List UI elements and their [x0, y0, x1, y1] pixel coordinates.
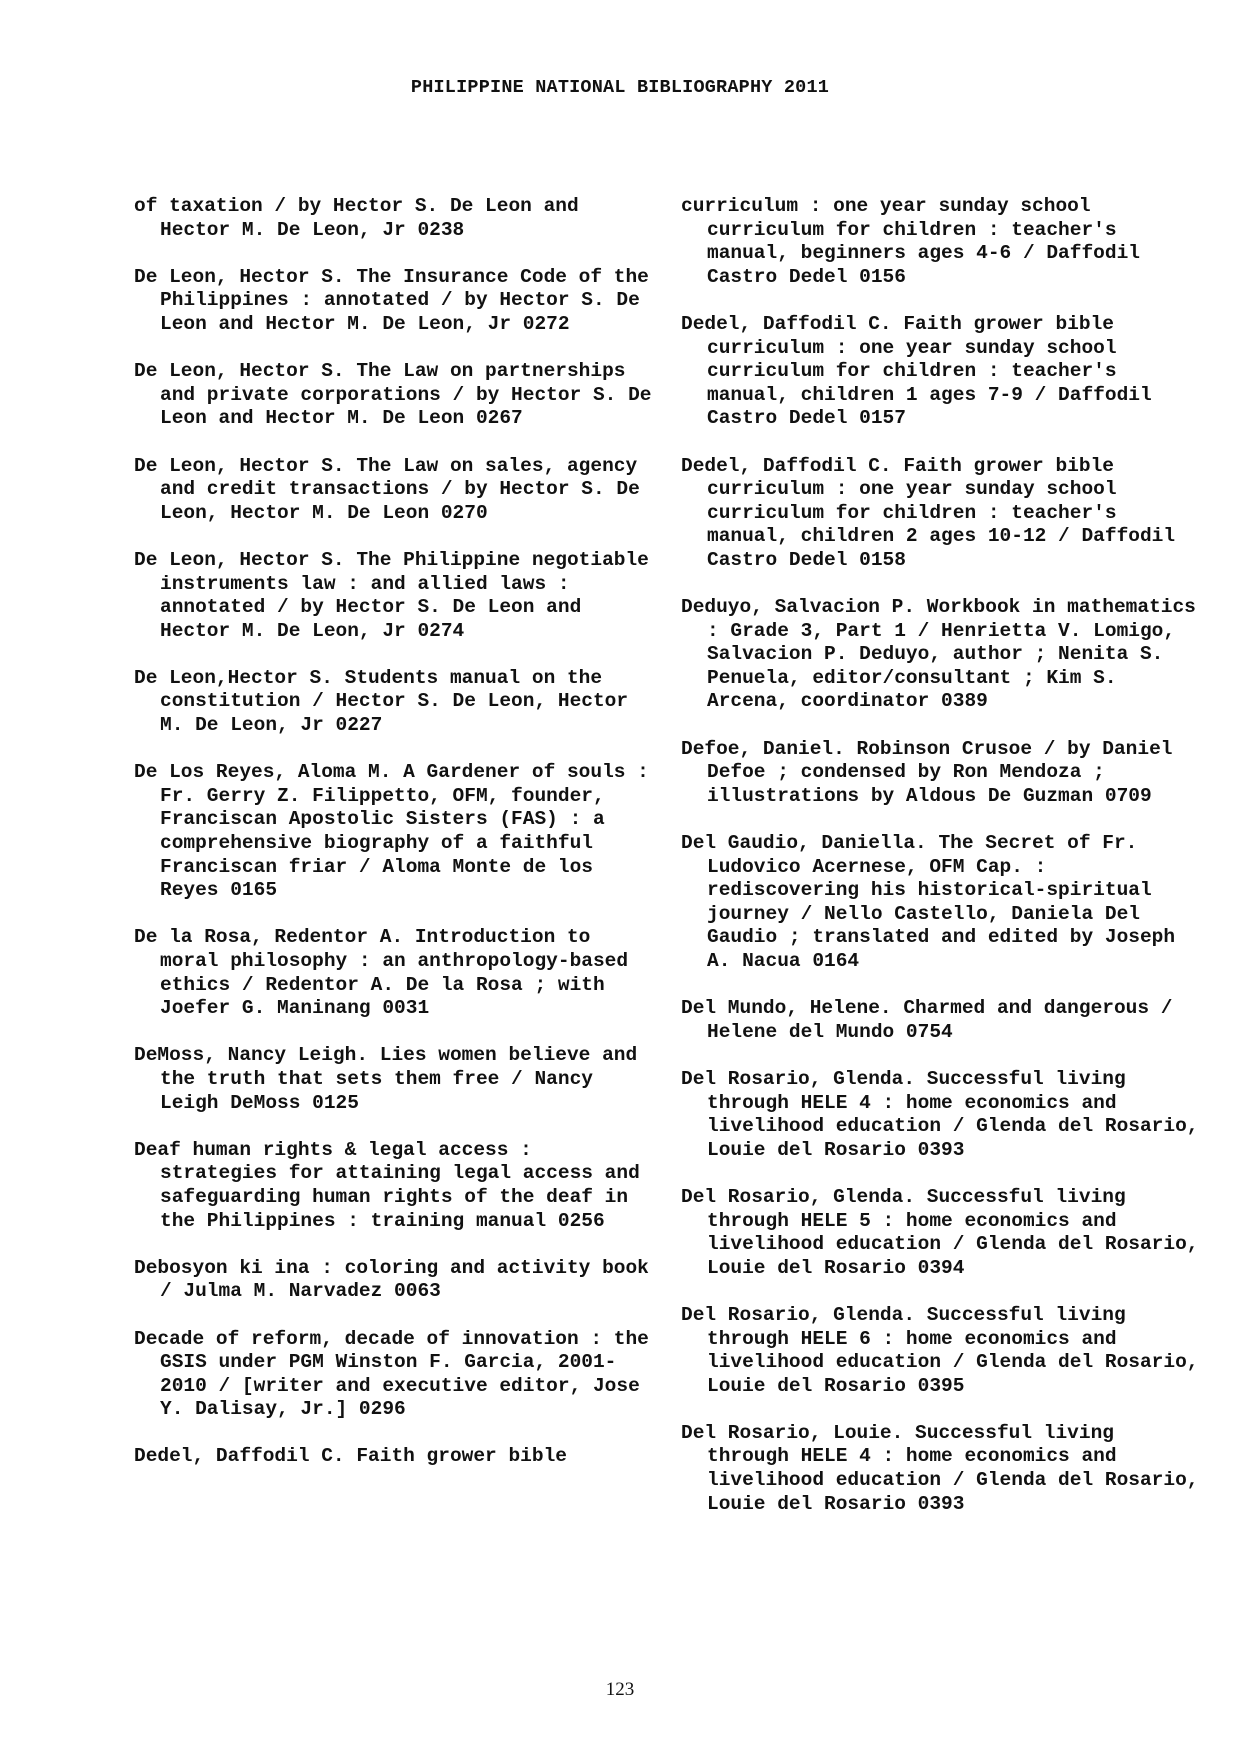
- bibliography-entry: De Leon, Hector S. The Insurance Code of the Philippines : annotated / by Hector S. De Leon and Hector M. De Leon, Jr 0272: [134, 265, 661, 335]
- bibliography-entry: curriculum : one year sunday school curriculum for children : teacher's manual, beginners ages 4-6 / Daffodil Castro Dedel 0156: [681, 195, 1152, 288]
- bibliography-entry: De la Rosa, Redentor A. Introduction to moral philosophy : an anthropology-based ethics / Redentor A. De la Rosa ; with Joefer G. Maninang 0031: [134, 926, 640, 1020]
- bibliography-entry: Decade of reform, decade of innovation : the GSIS under PGM Winston F. Garcia, 2001-2010 / [writer and executive editor, Jose Y. Dalisay, Jr.] 0296: [134, 1327, 661, 1421]
- bibliography-entry: Del Gaudio, Daniella. The Secret of Fr. Ludovico Acernese, OFM Cap. : rediscovering his historical-spiritual journey / Nello Castello, Daniela Del Gaudio ; translated and edited by Joseph A. Nacua 0164: [681, 832, 1187, 972]
- bibliography-entry: Deduyo, Salvacion P. Workbook in mathematics : Grade 3, Part 1 / Henrietta V. Lomigo, Salvacion P. Deduyo, author ; Nenita S. Penuela, editor/consultant ; Kim S. Arcena, coordinator 0389: [681, 596, 1208, 713]
- bibliography-entry: De Leon, Hector S. The Law on partnerships and private corporations / by Hector S. De Leon and Hector M. De Leon 0267: [134, 360, 664, 430]
- bibliography-entry: De Leon, Hector S. The Philippine negotiable instruments law : and allied laws : annotated / by Hector S. De Leon and Hector M. De Leon, Jr 0274: [134, 548, 661, 642]
- bibliography-entry: Dedel, Daffodil C. Faith grower bible: [134, 1445, 567, 1468]
- bibliography-entry: Debosyon ki ina : coloring and activity book / Julma M. Narvadez 0063: [134, 1256, 661, 1303]
- bibliography-entry: of taxation / by Hector S. De Leon and Hector M. De Leon, Jr 0238: [134, 195, 591, 241]
- bibliography-entry: Dedel, Daffodil C. Faith grower bible curriculum : one year sunday school curriculum for children : teacher's manual, children 2 ages 10-12 / Daffodil Castro Dedel 0158: [681, 454, 1187, 571]
- bibliography-entry: Del Rosario, Louie. Successful living through HELE 4 : home economics and livelihood education / Glenda del Rosario, Louie del Rosario 0393: [681, 1421, 1211, 1515]
- bibliography-entry: Del Rosario, Glenda. Successful living through HELE 6 : home economics and livelihood education / Glenda del Rosario, Louie del Rosario 0395: [681, 1303, 1211, 1397]
- page-number: 123: [605, 1679, 635, 1700]
- bibliography-entry: Del Rosario, Glenda. Successful living through HELE 4 : home economics and livelihood education / Glenda del Rosario, Louie del Rosario 0393: [681, 1067, 1211, 1161]
- bibliography-entry: DeMoss, Nancy Leigh. Lies women believe and the truth that sets them free / Nancy Leigh DeMoss 0125: [134, 1044, 649, 1114]
- bibliography-column-left: [134, 195, 664, 1493]
- page-header: PHILIPPINE NATIONAL BIBLIOGRAPHY 2011: [410, 77, 830, 98]
- bibliography-entry: Deaf human rights & legal access : strategies for attaining legal access and safeguarding human rights of the deaf in the Philippines : training manual 0256: [134, 1138, 652, 1232]
- bibliography-entry: De Los Reyes, Aloma M. A Gardener of souls : Fr. Gerry Z. Filippetto, OFM, founder, Franciscan Apostolic Sisters (FAS) : a comprehensive biography of a faithful Franciscan friar / Aloma Monte de los Reyes 0165: [134, 761, 661, 902]
- bibliography-entry: Dedel, Daffodil C. Faith grower bible curriculum : one year sunday school curriculum for children : teacher's manual, children 1 ages 7-9 / Daffodil Castro Dedel 0157: [681, 312, 1164, 430]
- bibliography-entry: Del Mundo, Helene. Charmed and dangerous / Helene del Mundo 0754: [681, 997, 1185, 1043]
- bibliography-entry: De Leon, Hector S. The Law on sales, agency and credit transactions / by Hector S. De Leon, Hector M. De Leon 0270: [134, 454, 652, 524]
- bibliography-entry: Del Rosario, Glenda. Successful living through HELE 5 : home economics and livelihood education / Glenda del Rosario, Louie del Rosario 0394: [681, 1185, 1211, 1279]
- bibliography-column-right: [681, 195, 1211, 1540]
- bibliography-entry: Defoe, Daniel. Robinson Crusoe / by Daniel Defoe ; condensed by Ron Mendoza ; illustrations by Aldous De Guzman 0709: [681, 737, 1185, 807]
- bibliography-entry: De Leon,Hector S. Students manual on the constitution / Hector S. De Leon, Hector M. De Leon, Jr 0227: [134, 666, 640, 737]
